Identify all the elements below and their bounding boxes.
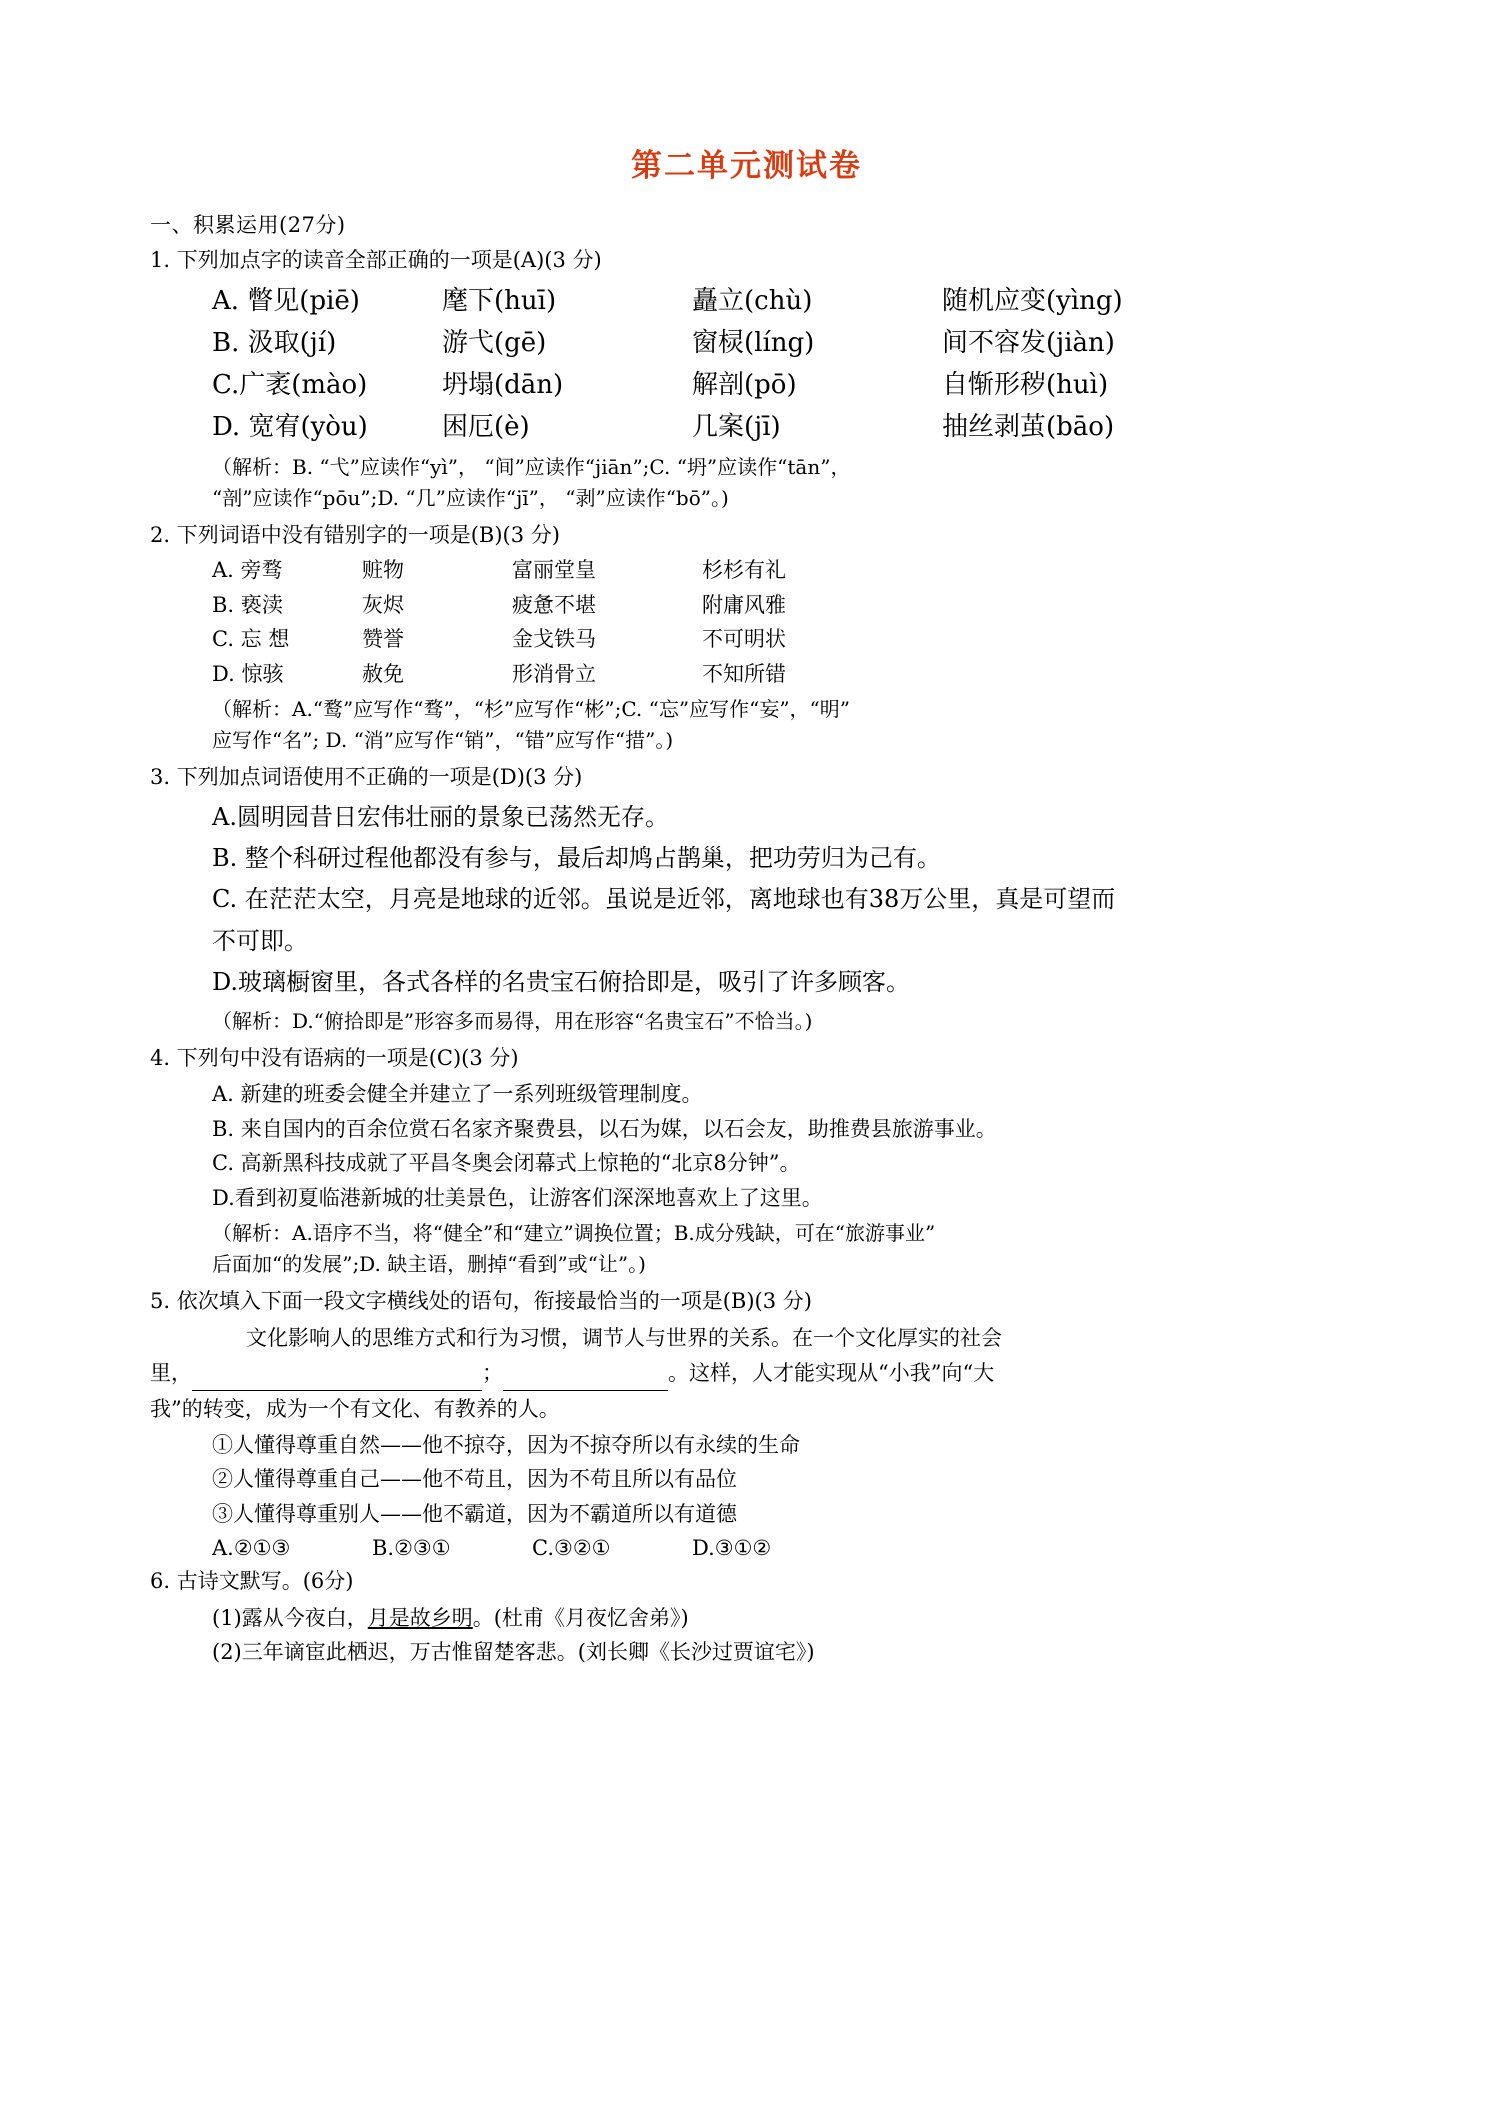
option-cell: 赦免 <box>362 661 404 686</box>
option-cell: 形消骨立 <box>512 661 596 686</box>
option-cell: 坍塌(dān) <box>442 370 564 401</box>
option-cell: 附庸风雅 <box>702 592 786 617</box>
option-cell: 灰烬 <box>362 592 404 617</box>
option-line: C. 在茫茫太空，月亮是地球的近邻。虽说是近邻，离地球也有38万公里，真是可望而 <box>212 885 1116 914</box>
option-cell: 不可明状 <box>702 627 786 652</box>
analysis-line: （解析：A.语序不当，将“健全”和“建立”调换位置；B.成分残缺，可在“旅游事业” <box>212 1221 936 1246</box>
option-cell: 窗棂(líng) <box>692 327 815 358</box>
question-5-choices <box>150 1536 1343 1560</box>
sentence-item: ③人懂得尊重别人——他不霸道，因为不霸道所以有道德 <box>212 1501 737 1526</box>
option-cell: 杉杉有礼 <box>702 558 786 583</box>
option-line-cont: 不可即。 <box>212 926 308 955</box>
analysis-line: 后面加“的发展”;D. 缺主语，删掉“看到”或“让”。) <box>212 1252 646 1277</box>
option-line: A.圆明园昔日宏伟壮丽的景象已荡然无存。 <box>212 802 669 831</box>
page-title: 第二单元测试卷 <box>631 148 862 184</box>
question-3-analysis: （解析：D.“俯拾即是”形容多而易得，用在形容“名贵宝石”不恰当。) <box>212 1008 813 1033</box>
choice-c: C.③②① <box>532 1536 611 1561</box>
option-cell: 疲惫不堪 <box>512 592 596 617</box>
analysis-line: 应写作“名”; D. “消”应写作“销”，“错”应写作“措”。) <box>212 728 674 753</box>
dictation-text: (1)露从今夜白， <box>212 1605 368 1630</box>
passage-text: 里， <box>150 1361 192 1386</box>
option-line: D.看到初夏临港新城的壮美景色，让游客们深深地喜欢上了这里。 <box>212 1185 823 1210</box>
dictation-text: (2)三年谪宦此栖迟，万古惟留楚客悲。(刘长卿《长沙过贾谊宅》) <box>212 1640 815 1665</box>
answer-blank-2[interactable] <box>503 1369 668 1391</box>
dictation-line-2 <box>150 1636 1343 1669</box>
option-line: B. 整个科研过程他都没有参与，最后却鸠占鹊巢，把功劳归为己有。 <box>212 844 941 873</box>
option-cell: 麾下(huī) <box>442 285 557 316</box>
option-line: C. 高新黑科技成就了平昌冬奥会闭幕式上惊艳的“北京8分钟”。 <box>212 1151 801 1176</box>
question-1-options <box>150 281 1343 448</box>
option-cell: 困厄(è) <box>442 412 530 443</box>
choice-b: B.②③① <box>372 1536 451 1561</box>
question-2-analysis <box>150 694 1343 756</box>
question-5-stem: 5. 依次填入下面一段文字横线处的语句，衔接最恰当的一项是(B)(3 分) <box>150 1289 812 1314</box>
question-6-stem: 6. 古诗文默写。(6分) <box>150 1569 354 1594</box>
dictation-text: 。(杜甫《月夜忆舍弟》) <box>472 1605 689 1630</box>
question-4-analysis <box>150 1218 1343 1280</box>
option-cell: 自惭形秽(huì) <box>942 370 1109 401</box>
option-cell: 富丽堂皇 <box>512 558 596 583</box>
option-cell: 不知所错 <box>702 661 786 686</box>
dictation-answer: 月是故乡明 <box>367 1605 473 1630</box>
question-1 <box>150 245 1343 514</box>
option-cell: 游弋(gē) <box>442 327 547 358</box>
option-cell: D. 惊骇 <box>212 661 284 686</box>
dictation-line-1 <box>150 1602 1343 1635</box>
choice-d: D.③①② <box>692 1536 772 1561</box>
sentence-item: ②人懂得尊重自己——他不苟且，因为不苟且所以有品位 <box>212 1467 737 1492</box>
question-5 <box>150 1286 1343 1560</box>
question-3 <box>150 762 1343 1036</box>
option-line: A. 新建的班委会健全并建立了一系列班级管理制度。 <box>212 1082 703 1107</box>
option-cell: A. 旁骛 <box>212 558 283 583</box>
question-3-stem: 3. 下列加点词语使用不正确的一项是(D)(3 分) <box>150 765 583 790</box>
section-heading-1: 一、积累运用(27分) <box>150 213 346 237</box>
option-cell: B. 亵渎 <box>212 592 283 617</box>
question-4 <box>150 1043 1343 1281</box>
option-cell: D. 宽宥(yòu) <box>212 412 368 443</box>
option-cell: 矗立(chù) <box>692 285 813 316</box>
question-1-stem: 1. 下列加点字的读音全部正确的一项是(A)(3 分) <box>150 248 602 272</box>
analysis-line: （解析：B. “弋”应读作“yì”， “间”应读作“jiān”;C. “坍”应读作“tān”， <box>212 454 851 479</box>
passage-line-1: 文化影响人的思维方式和行为习惯，调节人与世界的关系。在一个文化厚实的社会 <box>246 1325 1002 1350</box>
question-2-stem: 2. 下列词语中没有错别字的一项是(B)(3 分) <box>150 522 560 547</box>
option-cell: 抽丝剥茧(bāo) <box>942 412 1115 443</box>
option-cell: B. 汲取(jí) <box>212 327 337 358</box>
analysis-line: （解析：A.“鹜”应写作“骛”，“杉”应写作“彬”;C. “忘”应写作“妄”，“明” <box>212 697 850 722</box>
question-2 <box>150 520 1343 757</box>
option-cell: 金戈铁马 <box>512 627 596 652</box>
passage-line-3: 我”的转变，成为一个有文化、有教养的人。 <box>150 1397 560 1422</box>
passage-text: 。这样，人才能实现从“小我”向“大 <box>668 1361 995 1386</box>
question-1-analysis <box>150 452 1343 514</box>
option-cell: C. 忘 想 <box>212 627 290 652</box>
question-4-stem: 4. 下列句中没有语病的一项是(C)(3 分) <box>150 1045 519 1070</box>
option-cell: A. 瞥见(piē) <box>212 285 360 316</box>
option-line: D.玻璃橱窗里，各式各样的名贵宝石俯拾即是，吸引了许多顾客。 <box>212 968 911 997</box>
option-cell: 随机应变(yìng) <box>942 285 1123 316</box>
choice-a: A.②①③ <box>212 1536 291 1561</box>
answer-blank-1[interactable] <box>192 1369 482 1391</box>
question-6 <box>150 1566 1343 1669</box>
question-2-options <box>150 555 1343 690</box>
option-cell: 几案(jī) <box>692 412 781 443</box>
option-cell: 间不容发(jiàn) <box>942 327 1115 358</box>
option-cell: 赃物 <box>362 558 404 583</box>
option-line: B. 来自国内的百余位赏石名家齐聚费县，以石为媒，以石会友，助推费县旅游事业。 <box>212 1116 997 1141</box>
analysis-line: “剖”应读作“pōu”;D. “几”应读作“jī”， “剥”应读作“bō”。) <box>212 485 729 510</box>
sentence-item: ①人懂得尊重自然——他不掠夺，因为不掠夺所以有永续的生命 <box>212 1432 800 1457</box>
passage-text: ； <box>482 1361 503 1386</box>
option-cell: 解剖(pō) <box>692 370 797 401</box>
option-cell: C.广袤(mào) <box>212 370 368 401</box>
passage-line-2 <box>150 1357 1343 1391</box>
option-cell: 赞誉 <box>362 627 404 652</box>
